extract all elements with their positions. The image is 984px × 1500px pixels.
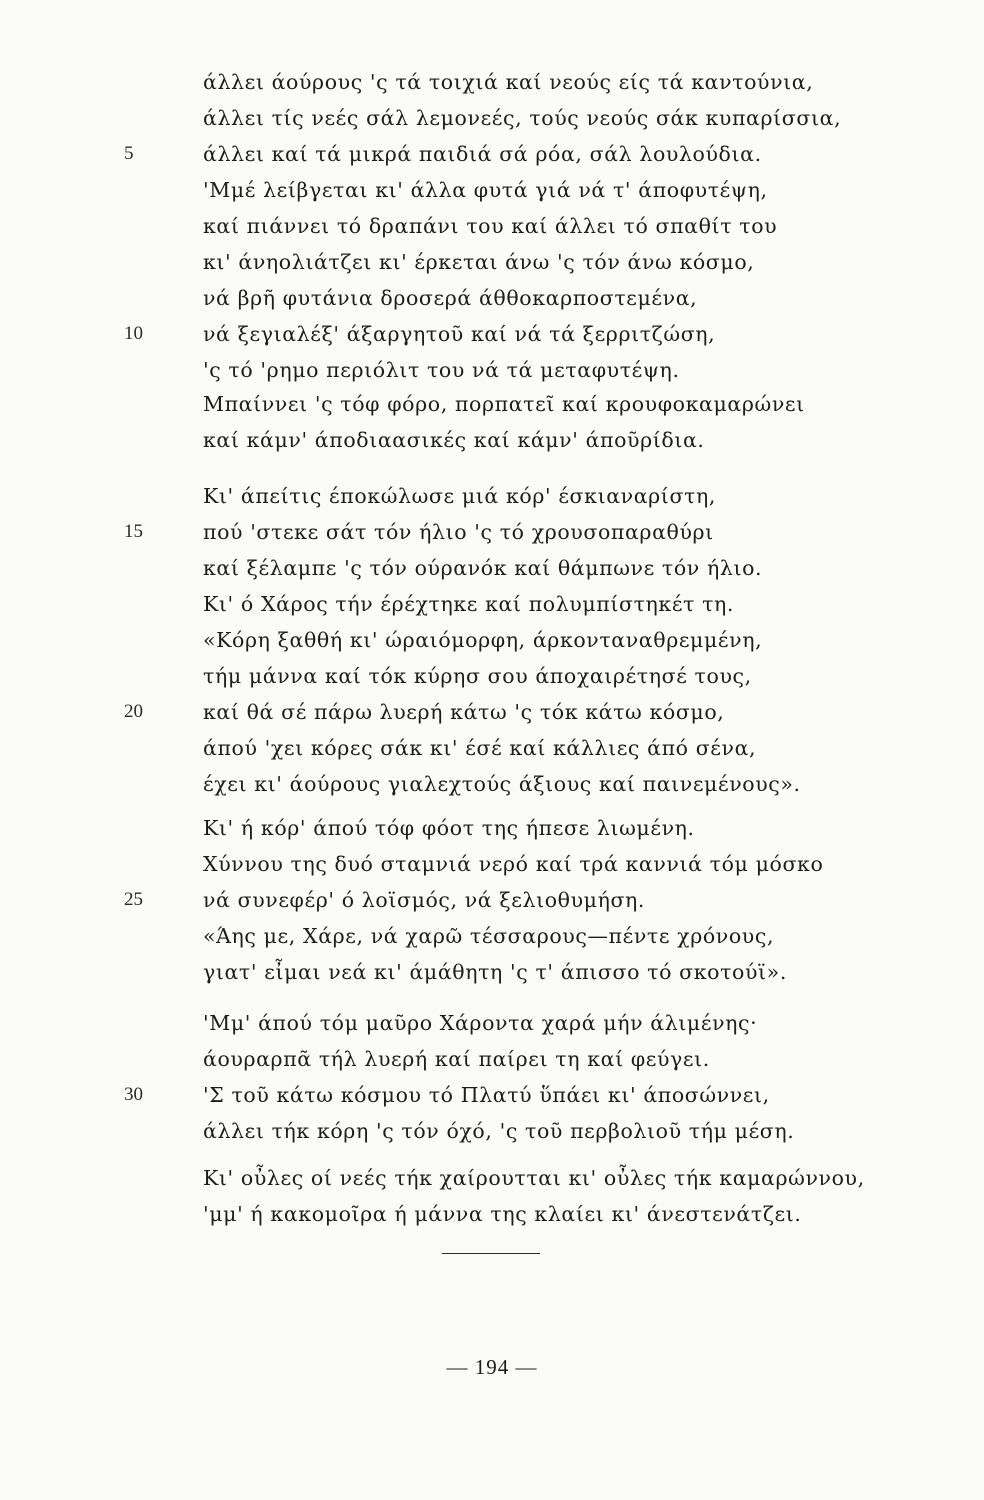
end-rule — [442, 1253, 540, 1254]
verse-line: Κι' άπείτις έποκώλωσε μιά κόρ' έσκιαναρίστη, — [203, 484, 716, 508]
verse-line: τήμ μάννα καί τόκ κύρησ σου άποχαιρέτησέ τους, — [203, 664, 752, 688]
verse-line: 'ς τό 'ρημο περιόλιτ του νά τά μεταφυτέψη. — [203, 358, 680, 382]
line-number: 15 — [124, 521, 143, 542]
verse-line: 'μμ' ή κακομοῖρα ή μάννα της κλαίει κι' άνεστενάτζει. — [203, 1202, 802, 1226]
verse-line: νά ξεγιαλέξ' άξαργητοῦ καί νά τά ξερριτζώση, — [203, 322, 716, 346]
verse-line: γιατ' εἶμαι νεά κι' άμάθητη 'ς τ' άπισσο τό σκοτούϊ». — [203, 960, 787, 984]
line-number: 30 — [124, 1084, 143, 1105]
verse-line: καί ξέλαμπε 'ς τόν ούρανόκ καί θάμπωνε τόν ήλιο. — [203, 556, 763, 580]
verse-line: άλλει τίς νεές σάλ λεμονεές, τούς νεούς σάκ κυπαρίσσια, — [203, 106, 842, 130]
verse-line: καί πιάννει τό δραπάνι του καί άλλει τό σπαθίτ του — [203, 214, 778, 238]
page-number: — 194 — — [446, 1355, 538, 1379]
verse-line: άλλει καί τά μικρά παιδιά σά ρόα, σάλ λουλούδια. — [203, 142, 762, 166]
verse-line: άουραρπᾶ τήλ λυερή καί παίρει τη καί φεύγει. — [203, 1047, 710, 1071]
verse-line: «Κόρη ξαθθή κι' ώραιόμορφη, άρκονταναθρεμμένη, — [203, 628, 763, 652]
verse-line: νά συνεφέρ' ό λοϊσμός, νά ξελιοθυμήση. — [203, 888, 646, 912]
verse-line: άλλει άούρους 'ς τά τοιχιά καί νεούς είς τά καντούνια, — [203, 70, 814, 94]
verse-line: άλλει τήκ κόρη 'ς τόν όχό, 'ς τοῦ περβολιοῦ τήμ μέση. — [203, 1119, 795, 1143]
line-number: 20 — [124, 701, 143, 722]
verse-line: Κι' ή κόρ' άπού τόφ φόοτ της ήπεσε λιωμένη. — [203, 816, 695, 840]
verse-line: 'Μμ' άπού τόμ μαῦρο Χάροντα χαρά μήν άλιμένης· — [203, 1011, 758, 1035]
verse-line: νά βρῆ φυτάνια δροσερά άθθοκαρποστεμένα, — [203, 286, 698, 310]
verse-line: καί θά σέ πάρω λυερή κάτω 'ς τόκ κάτω κόσμο, — [203, 700, 725, 724]
verse-line: πού 'στεκε σάτ τόν ήλιο 'ς τό χρουσοπαραθύρι — [203, 520, 714, 544]
verse-line: «Άης με, Χάρε, νά χαρῶ τέσσαρους—πέντε χρόνους, — [203, 924, 775, 948]
verse-line: Κι' ό Χάρος τήν έρέχτηκε καί πολυμπίστηκέτ τη. — [203, 592, 735, 616]
verse-line: 'Μμέ λείβγεται κι' άλλα φυτά γιά νά τ' άποφυτέψη, — [203, 178, 768, 202]
line-number: 25 — [124, 889, 143, 910]
verse-line: άπού 'χει κόρες σάκ κι' έσέ καί κάλλιες άπό σένα, — [203, 736, 757, 760]
verse-line: Μπαίννει 'ς τόφ φόρο, πορπατεῖ καί κρουφοκαμαρώνει — [203, 392, 805, 416]
verse-line: 'Σ τοῦ κάτω κόσμου τό Πλατύ ὕπάει κι' άποσώννει, — [203, 1083, 770, 1107]
verse-line: Χύννου της δυό σταμνιά νερό καί τρά καννιά τόμ μόσκο — [203, 852, 824, 876]
line-number: 10 — [124, 323, 143, 344]
line-number: 5 — [124, 143, 134, 164]
verse-line: κι' άνηολιάτζει κι' έρκεται άνω 'ς τόν άνω κόσμο, — [203, 250, 755, 274]
verse-line: έχει κι' άούρους γιαλεχτούς άξιους καί παινεμένους». — [203, 772, 801, 796]
verse-line: Κι' οὖλες οί νεές τήκ χαίρουτται κι' οὖλες τήκ καμαρώννου, — [203, 1166, 865, 1190]
verse-line: καί κάμν' άποδιαασικές καί κάμν' άποῦρίδια. — [203, 428, 705, 452]
